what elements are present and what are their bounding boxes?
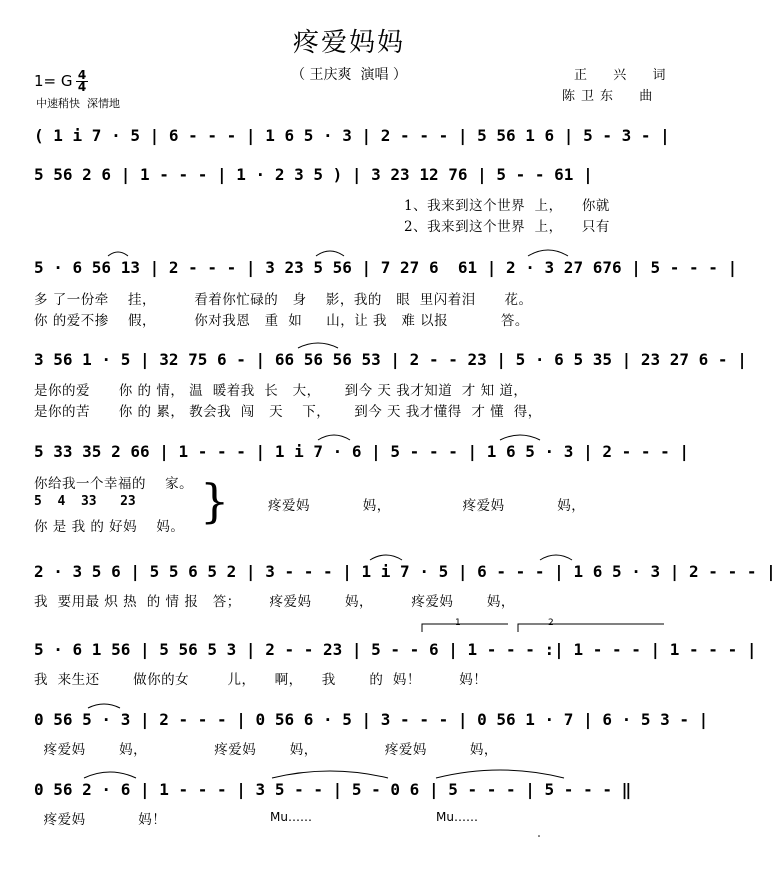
- lyric-line-5a: 你给我一个幸福的 家。: [34, 476, 194, 492]
- slur-mark: [370, 555, 402, 560]
- melody-line-4: 3 56 1 · 5 | 32 75 6 - | 66 56 56 53 | 2 - - 23 | 5 · 6 5 35 | 23 27 6 - |: [34, 350, 747, 369]
- slur-mark: [500, 435, 540, 440]
- melody-line-8: 0 56 5 · 3 | 2 - - - | 0 56 6 · 5 | 3 - - - | 0 56 1 · 7 | 6 · 5 3 - |: [34, 710, 709, 729]
- melody-line-1: ( 1 i 7 · 5 | 6 - - - | 1 6 5 · 3 | 2 - - - | 5 56 1 6 | 5 - 3 - |: [34, 126, 670, 145]
- lyric-line-3a: 多 了一份牵 挂， 看着你忙碌的 身 影，我的 眼 里闪着泪 花。: [34, 292, 533, 308]
- volta-2-label: 2: [548, 618, 554, 628]
- lyric-line-4b: 是你的苦 你 的 累， 教会我 闯 天 下， 到今 天 我才懂得 才 懂 得，: [34, 404, 542, 420]
- slur-mark: [108, 252, 128, 256]
- melody-line-7: 5 · 6 1 56 | 5 56 5 3 | 2 - - 23 | 5 - - 6 | 1 - - - :| 1 - - - | 1 - - - |: [34, 640, 757, 659]
- slur-mark: [318, 435, 350, 440]
- tie-mark: [272, 771, 388, 778]
- slur-mark: [298, 343, 338, 348]
- time-signature-bottom: 4: [77, 80, 87, 94]
- song-title: 疼爱妈妈: [292, 28, 405, 58]
- volta-1-label: 1: [455, 618, 461, 628]
- page-dot: [538, 835, 540, 837]
- slur-mark: [316, 251, 344, 256]
- lyric-line-8: 疼爱妈 妈， 疼爱妈 妈， 疼爱妈 妈，: [34, 742, 498, 758]
- alt-melody-5: 5 4 33 23: [34, 494, 136, 509]
- slur-mark: [528, 250, 568, 256]
- lyric-brace: }: [200, 474, 230, 528]
- singer-credit: （ 王庆爽 演唱 ）: [291, 67, 407, 83]
- lyric-line-2a: 1、我来到这个世界 上， 你就: [404, 198, 610, 214]
- tie-mark: [84, 772, 136, 778]
- melody-line-2: 5 56 2 6 | 1 - - - | 1 · 2 3 5 ) | 3 23 12 76 | 5 - - 61 |: [34, 165, 593, 184]
- tempo-marking: 中速稍快 深情地: [36, 97, 120, 110]
- hum-marking-1: Mu……: [270, 810, 312, 824]
- composer-credit: 陈卫东 曲: [562, 89, 659, 104]
- lyricist-credit: 正 兴 词: [574, 68, 672, 83]
- slur-mark: [88, 704, 120, 708]
- melody-line-5: 5 33 35 2 66 | 1 - - - | 1 i 7 · 6 | 5 - - - | 1 6 5 · 3 | 2 - - - |: [34, 442, 690, 461]
- lyric-line-4a: 是你的爱 你 的 情， 温 暖着我 长 大， 到今 天 我才知道 才 知 道，: [34, 383, 528, 399]
- melody-line-3: 5 · 6 56 13 | 2 - - - | 3 23 5 56 | 7 27 6 61 | 2 · 3 27 676 | 5 - - - |: [34, 258, 738, 277]
- hum-marking-2: Mu……: [436, 810, 478, 824]
- time-signature-top: 4: [77, 68, 87, 82]
- volta-bracket-1: [422, 624, 508, 632]
- refrain-lyric-5: 疼爱妈 妈， 疼爱妈 妈，: [268, 498, 586, 514]
- key-signature: 1= G: [34, 72, 73, 90]
- melody-line-6: 2 · 3 5 6 | 5 5 6 5 2 | 3 - - - | 1 i 7 · 5 | 6 - - - | 1 6 5 · 3 | 2 - - - |: [34, 562, 776, 581]
- lyric-line-9: 疼爱妈 妈！: [34, 812, 167, 828]
- lyric-line-5b: 你 是 我 的 好妈 妈。: [34, 519, 185, 535]
- lyric-line-2b: 2、我来到这个世界 上， 只有: [404, 219, 610, 235]
- volta-bracket-2: [518, 624, 664, 632]
- lyric-line-3b: 你 的爱不掺 假， 你对我恩 重 如 山，让 我 难 以报 答。: [34, 313, 529, 329]
- slur-mark: [540, 555, 572, 560]
- lyric-line-7: 我 来生还 做你的女 儿， 啊， 我 的 妈！ 妈！: [34, 672, 488, 688]
- tie-mark: [436, 770, 564, 778]
- melody-line-9: 0 56 2 · 6 | 1 - - - | 3 5 - - | 5 - 0 6 | 5 - - - | 5 - - - ‖: [34, 780, 632, 799]
- lyric-line-6: 我 要用最 炽 热 的 情 报 答； 疼爱妈 妈， 疼爱妈 妈，: [34, 594, 515, 610]
